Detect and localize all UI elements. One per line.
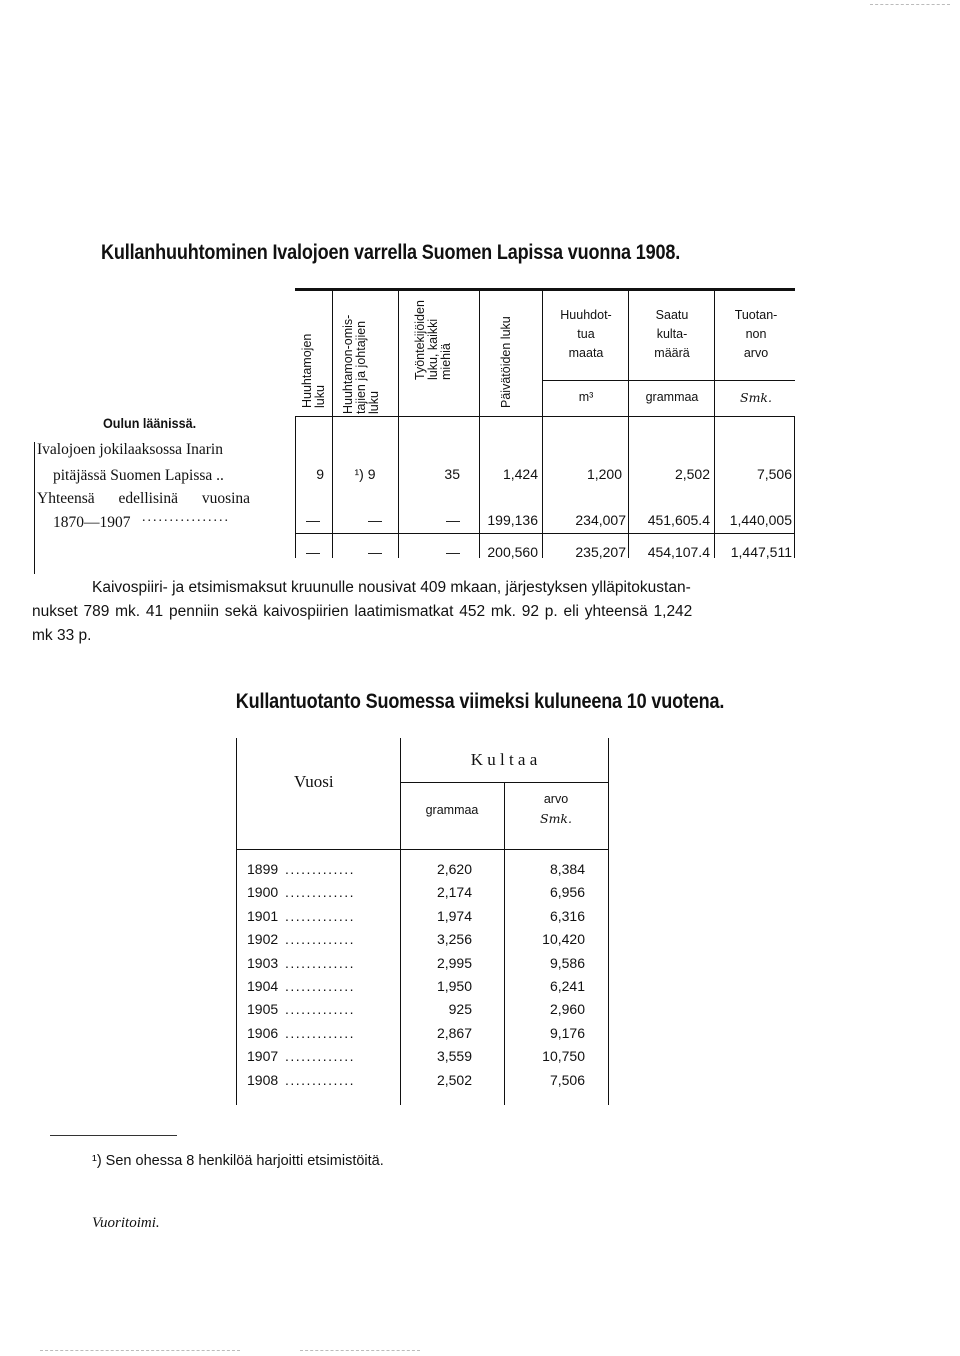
value-cell: 10,750	[542, 1048, 585, 1065]
header-huuhtamojen-luku: Huuhtamojen luku	[300, 333, 327, 408]
value-cell: 6,241	[549, 978, 585, 994]
rule	[400, 782, 608, 783]
leader-dots: .............	[285, 861, 356, 877]
leader-dots: .............	[285, 1024, 356, 1041]
header-grammaa: grammaa	[425, 803, 479, 817]
table-row	[247, 978, 592, 1001]
grams-cell: 2,620	[436, 861, 472, 877]
table-row	[247, 1048, 592, 1071]
grams-cell: 2,867	[436, 1024, 472, 1041]
row1-label-line2: pitäjässä Suomen Lapissa ..	[53, 467, 224, 484]
unit-grammaa: grammaa	[645, 390, 699, 404]
header-kultaa: K u l t a a	[470, 750, 538, 769]
footnote: ¹) Sen ohessa 8 henkilöä harjoitti etsimistöitä.	[92, 1153, 384, 1169]
value-cell: 7,506	[549, 1071, 585, 1088]
scan-noise	[40, 1350, 240, 1352]
table-row	[247, 1072, 592, 1095]
value-cell: 2,960	[549, 1001, 585, 1018]
rule	[794, 416, 795, 558]
header-omistajien-luku: Huuhtamon-omis- tajien ja johtajien luku	[341, 314, 381, 414]
value-cell: 9,176	[549, 1024, 585, 1041]
rule	[542, 416, 543, 558]
rule	[295, 288, 795, 291]
leader-dots: .............	[285, 931, 356, 948]
rule	[608, 738, 609, 1105]
value-cell: 6,316	[549, 907, 585, 924]
r3-paivatyot: 200,560	[487, 544, 538, 560]
table-row	[247, 1025, 592, 1048]
value-cell: 9,586	[549, 954, 585, 971]
rule	[542, 291, 543, 417]
leader-dots: ................	[142, 510, 230, 525]
rule	[332, 416, 333, 558]
leader-dots: .............	[285, 884, 356, 901]
leader-dots: .............	[285, 1071, 356, 1088]
leader-dots: .............	[285, 907, 356, 924]
scan-noise	[870, 4, 950, 6]
value-cell: 10,420	[542, 931, 585, 948]
grams-cell: 3,559	[436, 1048, 472, 1065]
paragraph-line-3: mk 33 p.	[32, 627, 92, 644]
row2-label-line2: 1870—1907	[53, 514, 131, 531]
r2-arvo: 1,440,005	[729, 512, 792, 528]
rule	[398, 291, 399, 417]
header-arvo: arvo	[543, 792, 569, 806]
leader-dots: .............	[285, 978, 356, 994]
footnote-rule	[50, 1135, 177, 1136]
leader-dots: .............	[285, 1001, 356, 1018]
row1-label-line1: Ivalojoen jokilaaksossa Inarin	[37, 441, 223, 458]
year-cell: 1906	[247, 1024, 279, 1041]
leader-dots: .............	[285, 954, 356, 971]
table-row	[247, 955, 592, 978]
row2-label-line1: Yhteensä edellisinä vuosina	[37, 490, 251, 507]
r3-omistajat: —	[368, 544, 382, 560]
r2-maata: 234,007	[575, 512, 626, 528]
r2-huuhtamot: —	[306, 512, 320, 528]
year-cell: 1902	[247, 931, 279, 948]
header-tyontekijoiden-luku: Työntekijöiden luku, kaikki miehiä	[413, 300, 453, 380]
r3-arvo: 1,447,511	[730, 544, 792, 560]
year-cell: 1903	[247, 954, 279, 971]
grams-cell: 2,174	[436, 884, 472, 901]
grams-cell: 2,502	[436, 1071, 472, 1088]
year-cell: 1904	[247, 978, 279, 994]
region-label: Oulun läänissä.	[103, 415, 197, 431]
rule	[479, 416, 480, 558]
value-cell: 6,956	[549, 884, 585, 901]
grams-cell: 2,995	[436, 954, 472, 971]
r2-tyontekijat: —	[446, 512, 460, 528]
r1-arvo: 7,506	[756, 466, 792, 482]
rule	[714, 291, 715, 417]
header-vuosi: Vuosi	[294, 772, 334, 791]
r3-maata: 235,207	[575, 544, 626, 560]
year-cell: 1907	[247, 1048, 279, 1065]
table-row	[247, 884, 592, 907]
rule	[398, 416, 399, 558]
rule	[628, 416, 629, 558]
header-saatu-kultamaara: Saatu kulta- määrä	[654, 308, 690, 360]
footer-source: Vuoritoimi.	[92, 1215, 160, 1231]
table-row	[247, 861, 592, 884]
paragraph-line-2: nukset 789 mk. 41 penniin sekä kaivospiirien laatimismatkat 452 mk. 92 p. eli yhteensä 1,242	[32, 603, 693, 620]
r1-paivatyot: 1,424	[502, 466, 538, 482]
rule	[236, 849, 608, 850]
unit-smk: Smk.	[740, 390, 772, 405]
leader-dots: .............	[285, 1048, 356, 1065]
rule	[332, 291, 333, 417]
r3-tyontekijat: —	[446, 544, 460, 560]
year-cell: 1901	[247, 907, 279, 924]
section-title: Kullantuotanto Suomessa viimeksi kuluneena 10 vuotena.	[235, 690, 725, 713]
year-cell: 1899	[247, 861, 279, 877]
rule	[34, 442, 35, 574]
rule	[295, 416, 795, 417]
table-row	[247, 908, 592, 931]
rule	[236, 738, 237, 1105]
r1-kulta: 2,502	[674, 466, 710, 482]
r3-huuhtamot: —	[306, 544, 320, 560]
scan-noise	[300, 1350, 420, 1352]
header-paivatoiden-luku: Päivätöiden luku	[499, 316, 513, 408]
year-cell: 1900	[247, 884, 279, 901]
r2-kulta: 451,605.4	[647, 512, 710, 528]
unit-m3: m³	[578, 390, 594, 404]
rule	[714, 416, 715, 558]
header-huuhdottua-maata: Huuhdot- tua maata	[560, 308, 612, 360]
grams-cell: 1,974	[436, 907, 472, 924]
header-tuotannon-arvo: Tuotan- non arvo	[734, 308, 778, 360]
year-cell: 1908	[247, 1071, 279, 1088]
r2-paivatyot: 199,136	[487, 512, 538, 528]
table-row	[247, 931, 592, 954]
value-cell: 8,384	[549, 861, 585, 877]
r2-omistajat: —	[368, 512, 382, 528]
grams-cell: 925	[448, 1001, 472, 1018]
rule	[479, 291, 480, 417]
page-title: Kullanhuuhtominen Ivalojoen varrella Suomen Lapissa vuonna 1908.	[101, 241, 681, 264]
rule	[295, 533, 795, 534]
table-row	[247, 1001, 592, 1024]
paragraph-line-1: Kaivospiiri- ja etsimismaksut kruunulle nousivat 409 mkaan, järjestyksen ylläpitokustan-	[92, 579, 691, 596]
r1-maata: 1,200	[586, 466, 622, 482]
rule	[295, 416, 296, 558]
header-smk: Smk.	[540, 811, 572, 826]
r3-kulta: 454,107.4	[647, 544, 710, 560]
rule	[542, 380, 795, 381]
rule	[628, 291, 629, 417]
grams-cell: 1,950	[436, 978, 472, 994]
r1-tyontekijat: 35	[444, 466, 460, 482]
year-cell: 1905	[247, 1001, 279, 1018]
grams-cell: 3,256	[436, 931, 472, 948]
r1-huuhtamot: 9	[316, 466, 324, 482]
r1-omistajat: ¹) 9	[354, 466, 376, 482]
